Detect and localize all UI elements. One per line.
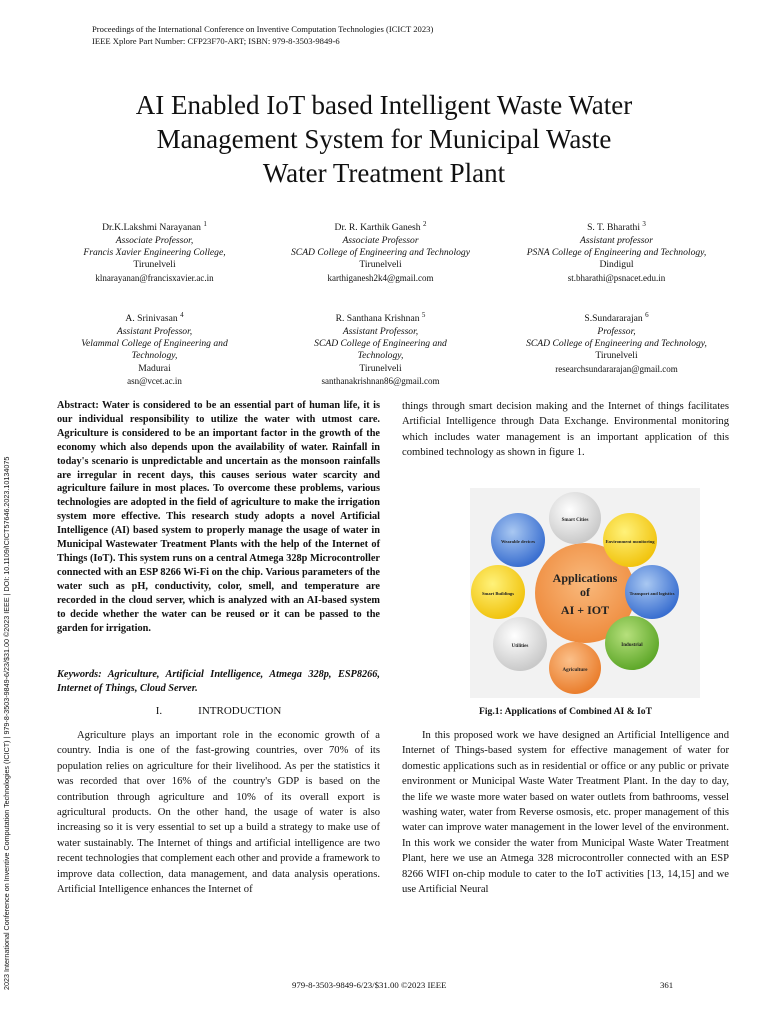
author-name: S.Sundararajan $^6$ — [584, 311, 649, 325]
author-institution: SCAD College of Engineering and — [314, 338, 447, 349]
label-environment-monitoring: Environment monitoring — [605, 539, 655, 544]
abstract-label: Abstract: — [57, 400, 99, 411]
author-role: Associate Professor — [342, 234, 419, 246]
author-institution: Francis Xavier Engineering College, — [83, 247, 226, 258]
side-doi-text: 2023 International Conference on Inventive Computation Technologies (ICICT) | 979-8-3503-9849-6/23/$31.00 ©2023 IEEE | DOI: 10.1109/ICICT57646.2023.10134075 — [2, 456, 11, 990]
author-5 — [263, 309, 498, 388]
title-line-3: Water Treatment Plant — [262, 158, 506, 188]
author-3 — [499, 218, 734, 284]
right-column-top — [402, 399, 729, 460]
author-role: Professor, — [597, 325, 636, 337]
author-institution: PSNA College of Engineering and Technology, — [526, 247, 707, 258]
author-4 — [37, 309, 272, 388]
author-name: Dr. R. Karthik Ganesh $^2$ — [334, 220, 427, 234]
author-institution: SCAD College of Engineering and Technology — [291, 247, 470, 258]
keywords — [57, 668, 380, 696]
author-email: researchsundararajan@gmail.com — [555, 363, 678, 374]
intro-text: Agriculture plays an important role in the economic growth of a country. India is one of the fast-growing countries, over 70% of its population relies on agriculture for their livelihood. As per the statistics it was recorded that over 16% of the country's GDP is based on the contribution through agriculture and 10% of its overall export is agricultural products. On the other hand, the usage of water is also increasing so it is very essential to set up a build a strategy to make use of water sustainably. The Internet of things and artificial intelligence are two recent technologies that complement each other and provide a framework to improve data collection, data management, and data analysis operations. Artificial Intelligence enhances the Internet of — [57, 730, 380, 896]
author-city: Tirunelveli — [133, 259, 176, 271]
section-number: I. — [155, 705, 163, 717]
label-wearable-devices: Wearable devices — [500, 539, 536, 544]
author-city: Tirunelveli — [359, 362, 402, 374]
footer-code: 979-8-3503-9849-6/23/$31.00 ©2023 IEEE — [292, 980, 447, 990]
center-label-2: of — [580, 585, 590, 599]
abstract-text: Water is considered to be an essential part of human life, it is our individual responsibility to utilize the water with utmost care. Agriculture is considered to be an important factor in the growth of the economy which also depends upon the availability of water. Rainfall in today's scenario is unpredictable and uncertain as the monsoon rainfalls are irregular in recent days, this causes serious water scarcity and agriculture failure in most places. To overcome these problems, various technologies are adopted in the field of agriculture to make the irrigation system more effective. This research study adopts a novel Artificial Intelligence (AI) based system to properly manage the usage of water in Municipal Wastewater Treatment Plants with the help of the Internet of Things (IoT). This system runs on a central Atmega 328p Microcontroller connected with an ESP 8266 Wi-Fi on the chip. Various parameters of the water such as pH, conductivity, color, smell, and temperature are recorded in the cloud server, which is analyzed with an AI-based system to decide whether the water can be reused or it can be passed to the garden for irrigation. — [57, 400, 380, 634]
author-name: Dr.K.Lakshmi Narayanan $^1$ — [102, 220, 207, 234]
paper-title — [40, 88, 728, 190]
author-name: A. Srinivasan $^4$ — [125, 311, 184, 325]
author-email: karthiganesh2k4@gmail.com — [327, 272, 434, 283]
author-role: Assistant professor — [580, 234, 653, 246]
author-institution: Velammal College of Engineering and — [81, 338, 228, 349]
keywords-label: Keywords: — [57, 669, 102, 680]
header-line-1: Proceedings of the International Conference on Inventive Computation Technologies (ICICT 2023) — [92, 24, 434, 34]
author-email: santhanakrishnan86@gmail.com — [321, 376, 440, 387]
right-column-bottom — [402, 728, 729, 897]
author-city: Tirunelveli — [595, 350, 638, 362]
author-name: S. T. Bharathi $^3$ — [587, 220, 646, 234]
abstract — [57, 399, 380, 635]
author-city: Dindigul — [599, 259, 634, 271]
center-label-3: AI + IOT — [560, 603, 610, 617]
author-institution-2: Technology, — [131, 350, 178, 362]
author-email: st.bharathi@psnacet.edu.in — [567, 272, 666, 283]
section-title: INTRODUCTION — [198, 705, 282, 717]
section-heading — [57, 704, 380, 720]
center-label-1: Applications — [552, 571, 618, 585]
author-role: Assistant Professor, — [116, 325, 193, 337]
header-line-2: IEEE Xplore Part Number: CFP23F70-ART; ISBN: 979-8-3503-9849-6 — [92, 36, 340, 46]
keywords-text: Agriculture, Artificial Intelligence, Atmega 328p, ESP8266, Internet of Things, Cloud Server. — [57, 669, 380, 694]
author-email: klnarayanan@francisxavier.ac.in — [95, 272, 214, 283]
label-utilities: Utilities — [511, 644, 529, 649]
label-industrial: Industrial — [621, 643, 643, 648]
page-number: 361 — [660, 980, 674, 990]
author-email: asn@vcet.ac.in — [127, 376, 182, 387]
right-top-text: things through smart decision making and the Internet of things facilitates Artificial Intelligence through Data Exchange. Environmental monitoring which includes water management is an important application of this combined technology as shown in figure 1. — [402, 401, 729, 458]
label-smart-cities: Smart Cities — [561, 518, 589, 523]
author-name: R. Santhana Krishnan $^5$ — [335, 311, 426, 325]
right-bottom-text: In this proposed work we have designed an Artificial Intelligence and Internet of Things-based system for effective management of water for domestic applications such as in residential or office or any public or private environment or Municipal Waste Water Treatment Plant. In the day to day, the life we waste more water based on water outlets from bathrooms, vessel washing water, water from Reverse osmosis, etc. proper management of this water can improve water management in the lower level of the environment. In this work we consider the water from Municipal Waste Water Treatment Plant, here we use an Atmega 328 microcontroller connected with an ESP 8266 WIFI on-chip module to cater to the IoT activities [13, 14,15] and we use Artificial Neural — [402, 730, 729, 896]
author-city: Tirunelveli — [359, 259, 402, 271]
title-line-2: Management System for Municipal Waste — [156, 124, 612, 154]
author-role: Associate Professor, — [115, 234, 194, 246]
label-agriculture: Agriculture — [562, 668, 588, 673]
author-1 — [37, 218, 272, 284]
author-institution-2: Technology, — [357, 350, 404, 362]
author-6 — [499, 309, 734, 375]
figure-applications-diagram — [470, 488, 700, 698]
author-city: Madurai — [138, 362, 171, 374]
title-line-1: AI Enabled IoT based Intelligent Waste Water — [135, 90, 633, 120]
intro-paragraph-left — [57, 728, 380, 897]
label-transport-logistics: Transport and logistics — [629, 591, 675, 596]
author-institution: SCAD College of Engineering and Technology, — [526, 338, 707, 349]
figure-caption: Fig.1: Applications of Combined AI & IoT — [479, 706, 652, 717]
label-smart-buildings: Smart Buildings — [481, 591, 515, 596]
author-role: Assistant Professor, — [342, 325, 419, 337]
author-2 — [263, 218, 498, 284]
